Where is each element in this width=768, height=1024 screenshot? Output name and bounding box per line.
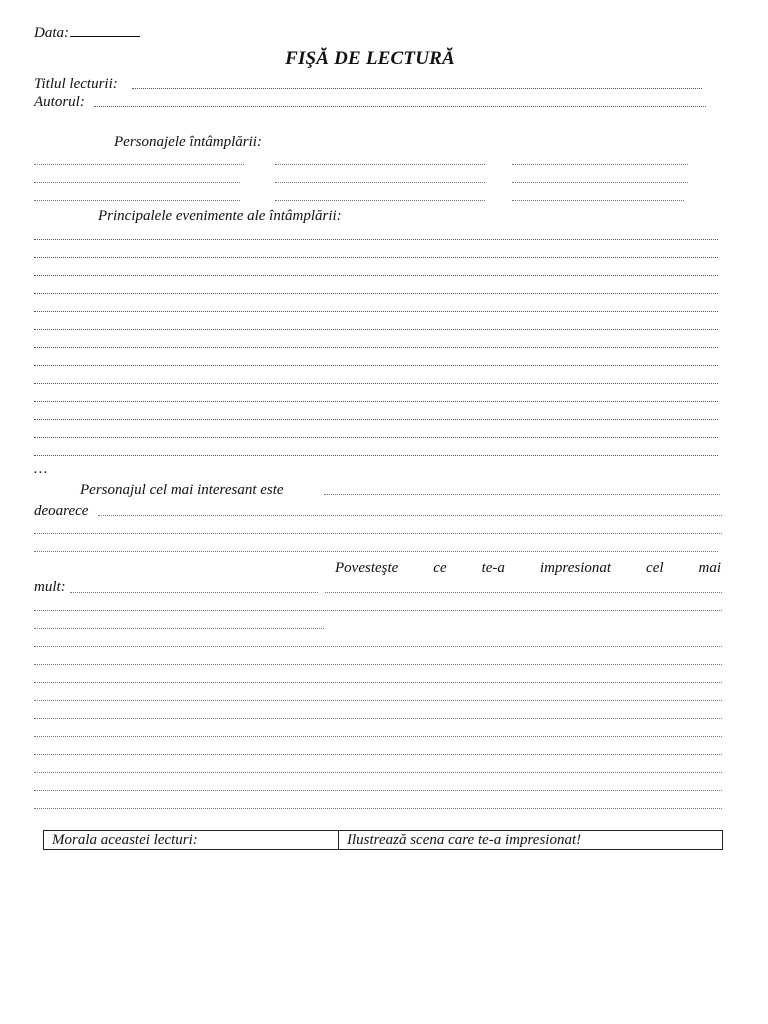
writing-line[interactable] (34, 275, 718, 276)
impressed-word: Povesteşte (335, 560, 399, 576)
impressed-word: ce (433, 560, 447, 576)
moral-cell[interactable]: Morala aceastei lecturi: (44, 831, 339, 849)
impressed-line[interactable] (34, 628, 324, 629)
writing-line[interactable] (34, 455, 718, 456)
illustrate-cell[interactable]: Ilustrează scena care te-a impresionat! (347, 832, 582, 848)
writing-line[interactable] (34, 754, 722, 755)
date-field (34, 24, 140, 42)
impressed-prompt (335, 559, 721, 577)
bottom-table (43, 830, 723, 850)
impressed-line[interactable] (325, 592, 722, 593)
character-line[interactable] (275, 200, 485, 201)
impressed-word: impresionat (539, 560, 612, 576)
character-line[interactable] (34, 164, 244, 165)
reading-title-line[interactable] (132, 88, 702, 89)
favorite-character-line[interactable] (324, 494, 720, 495)
writing-line[interactable] (34, 718, 722, 719)
writing-line[interactable] (34, 401, 718, 402)
date-underline[interactable] (70, 24, 140, 37)
character-line[interactable] (275, 164, 485, 165)
impressed-line[interactable] (34, 610, 722, 611)
because-line[interactable] (98, 515, 722, 516)
events-label: Principalele evenimente ale întâmplării: (98, 208, 342, 224)
impressed-word: cel (646, 560, 664, 576)
impressed-end-label: mult: (34, 579, 66, 595)
author-line[interactable] (94, 106, 706, 107)
character-line[interactable] (34, 182, 240, 183)
because-line[interactable] (34, 551, 718, 552)
reading-title-label: Titlul lecturii: (34, 76, 118, 92)
writing-line[interactable] (34, 383, 718, 384)
because-label: deoarece (34, 503, 89, 519)
events-tail: … (34, 461, 48, 477)
character-line[interactable] (512, 182, 688, 183)
writing-line[interactable] (34, 808, 722, 809)
because-line[interactable] (34, 533, 722, 534)
page-title: FIŞĂ DE LECTURĂ (285, 48, 455, 69)
writing-line[interactable] (34, 736, 722, 737)
writing-line[interactable] (34, 437, 718, 438)
writing-line[interactable] (34, 347, 718, 348)
writing-line[interactable] (34, 664, 722, 665)
writing-line[interactable] (34, 419, 718, 420)
characters-label: Personajele întâmplării: (114, 134, 262, 150)
character-line[interactable] (512, 200, 684, 201)
writing-line[interactable] (34, 239, 718, 240)
writing-line[interactable] (34, 293, 718, 294)
author-label: Autorul: (34, 94, 85, 110)
character-line[interactable] (275, 182, 485, 183)
impressed-word: mai (698, 560, 721, 576)
date-label: Data: (34, 25, 69, 41)
impressed-line[interactable] (70, 592, 318, 593)
writing-line[interactable] (34, 257, 718, 258)
writing-line[interactable] (34, 646, 722, 647)
character-line[interactable] (34, 200, 240, 201)
writing-line[interactable] (34, 682, 722, 683)
writing-line[interactable] (34, 700, 722, 701)
favorite-character-label: Personajul cel mai interesant este (80, 482, 284, 498)
writing-line[interactable] (34, 329, 718, 330)
writing-line[interactable] (34, 311, 718, 312)
character-line[interactable] (512, 164, 688, 165)
impressed-word: te-a (481, 560, 505, 576)
writing-line[interactable] (34, 772, 722, 773)
writing-line[interactable] (34, 790, 722, 791)
writing-line[interactable] (34, 365, 718, 366)
